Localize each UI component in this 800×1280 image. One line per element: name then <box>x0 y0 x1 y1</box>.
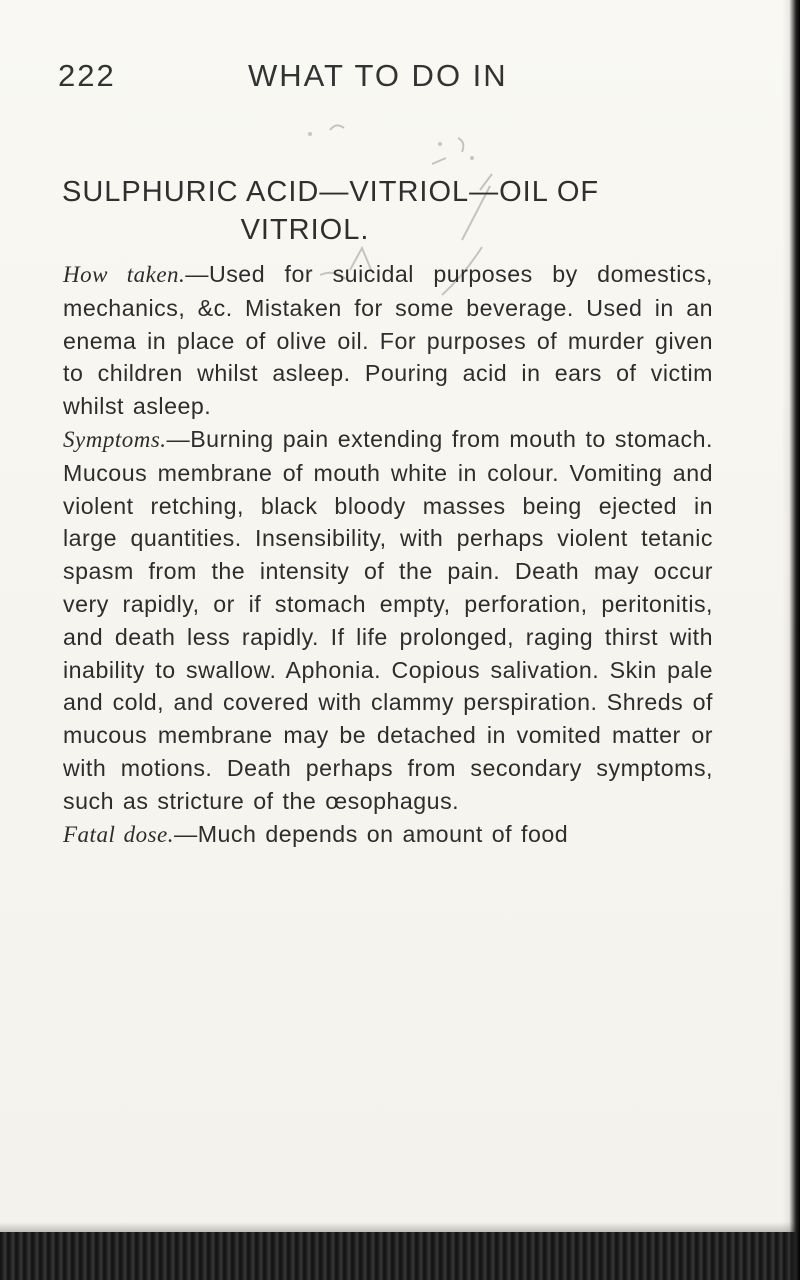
page-header <box>58 58 558 100</box>
page-right-edge <box>782 0 800 1280</box>
body-text <box>63 258 713 851</box>
paragraph-lead: How taken. <box>63 262 186 287</box>
page-number: 222 <box>58 58 116 93</box>
paragraph-lead: Fatal dose. <box>63 821 174 847</box>
paragraph-how-taken <box>63 258 713 423</box>
paragraph-text: —Much depends on amount of food <box>174 820 569 847</box>
page-bottom-edge <box>0 1232 800 1280</box>
article-title-line-2: VITRIOL. <box>240 214 370 246</box>
paragraph-text: —Used for suicidal purposes by domestics, mechanics, &c. Mistaken for some beverage. Used in an enema in place of olive oil. For purposes of murder given to children whilst asleep. Pouring acid in ears of victim whilst asleep. <box>63 261 713 420</box>
paragraph-symptoms <box>63 423 713 818</box>
paragraph-text: —Burning pain extending from mouth to stomach. Mucous membrane of mouth white in colour. Vomiting and violent retching, black bloody masses being ejected in large quantities. Insensibility, with perhaps violent tetanic spasm from the intensity of the pain. Death may occur very rapidly, or if stomach empty, perforation, peritonitis, and death less rapidly. If life prolonged, raging thirst with inability to swallow. Aphonia. Copious salivation. Skin pale and cold, and covered with clammy perspiration. Shreds of mucous membrane may be detached in vomited matter or with motions. Death perhaps from secondary symptoms, such as stricture of the œsophagus. <box>63 425 713 814</box>
article-title-line-1: SULPHURIC ACID—VITRIOL—OIL OF <box>62 176 600 208</box>
running-title: WHAT TO DO IN <box>248 58 508 93</box>
paragraph-lead: Symptoms. <box>63 426 167 452</box>
paragraph-fatal-dose <box>63 818 713 852</box>
